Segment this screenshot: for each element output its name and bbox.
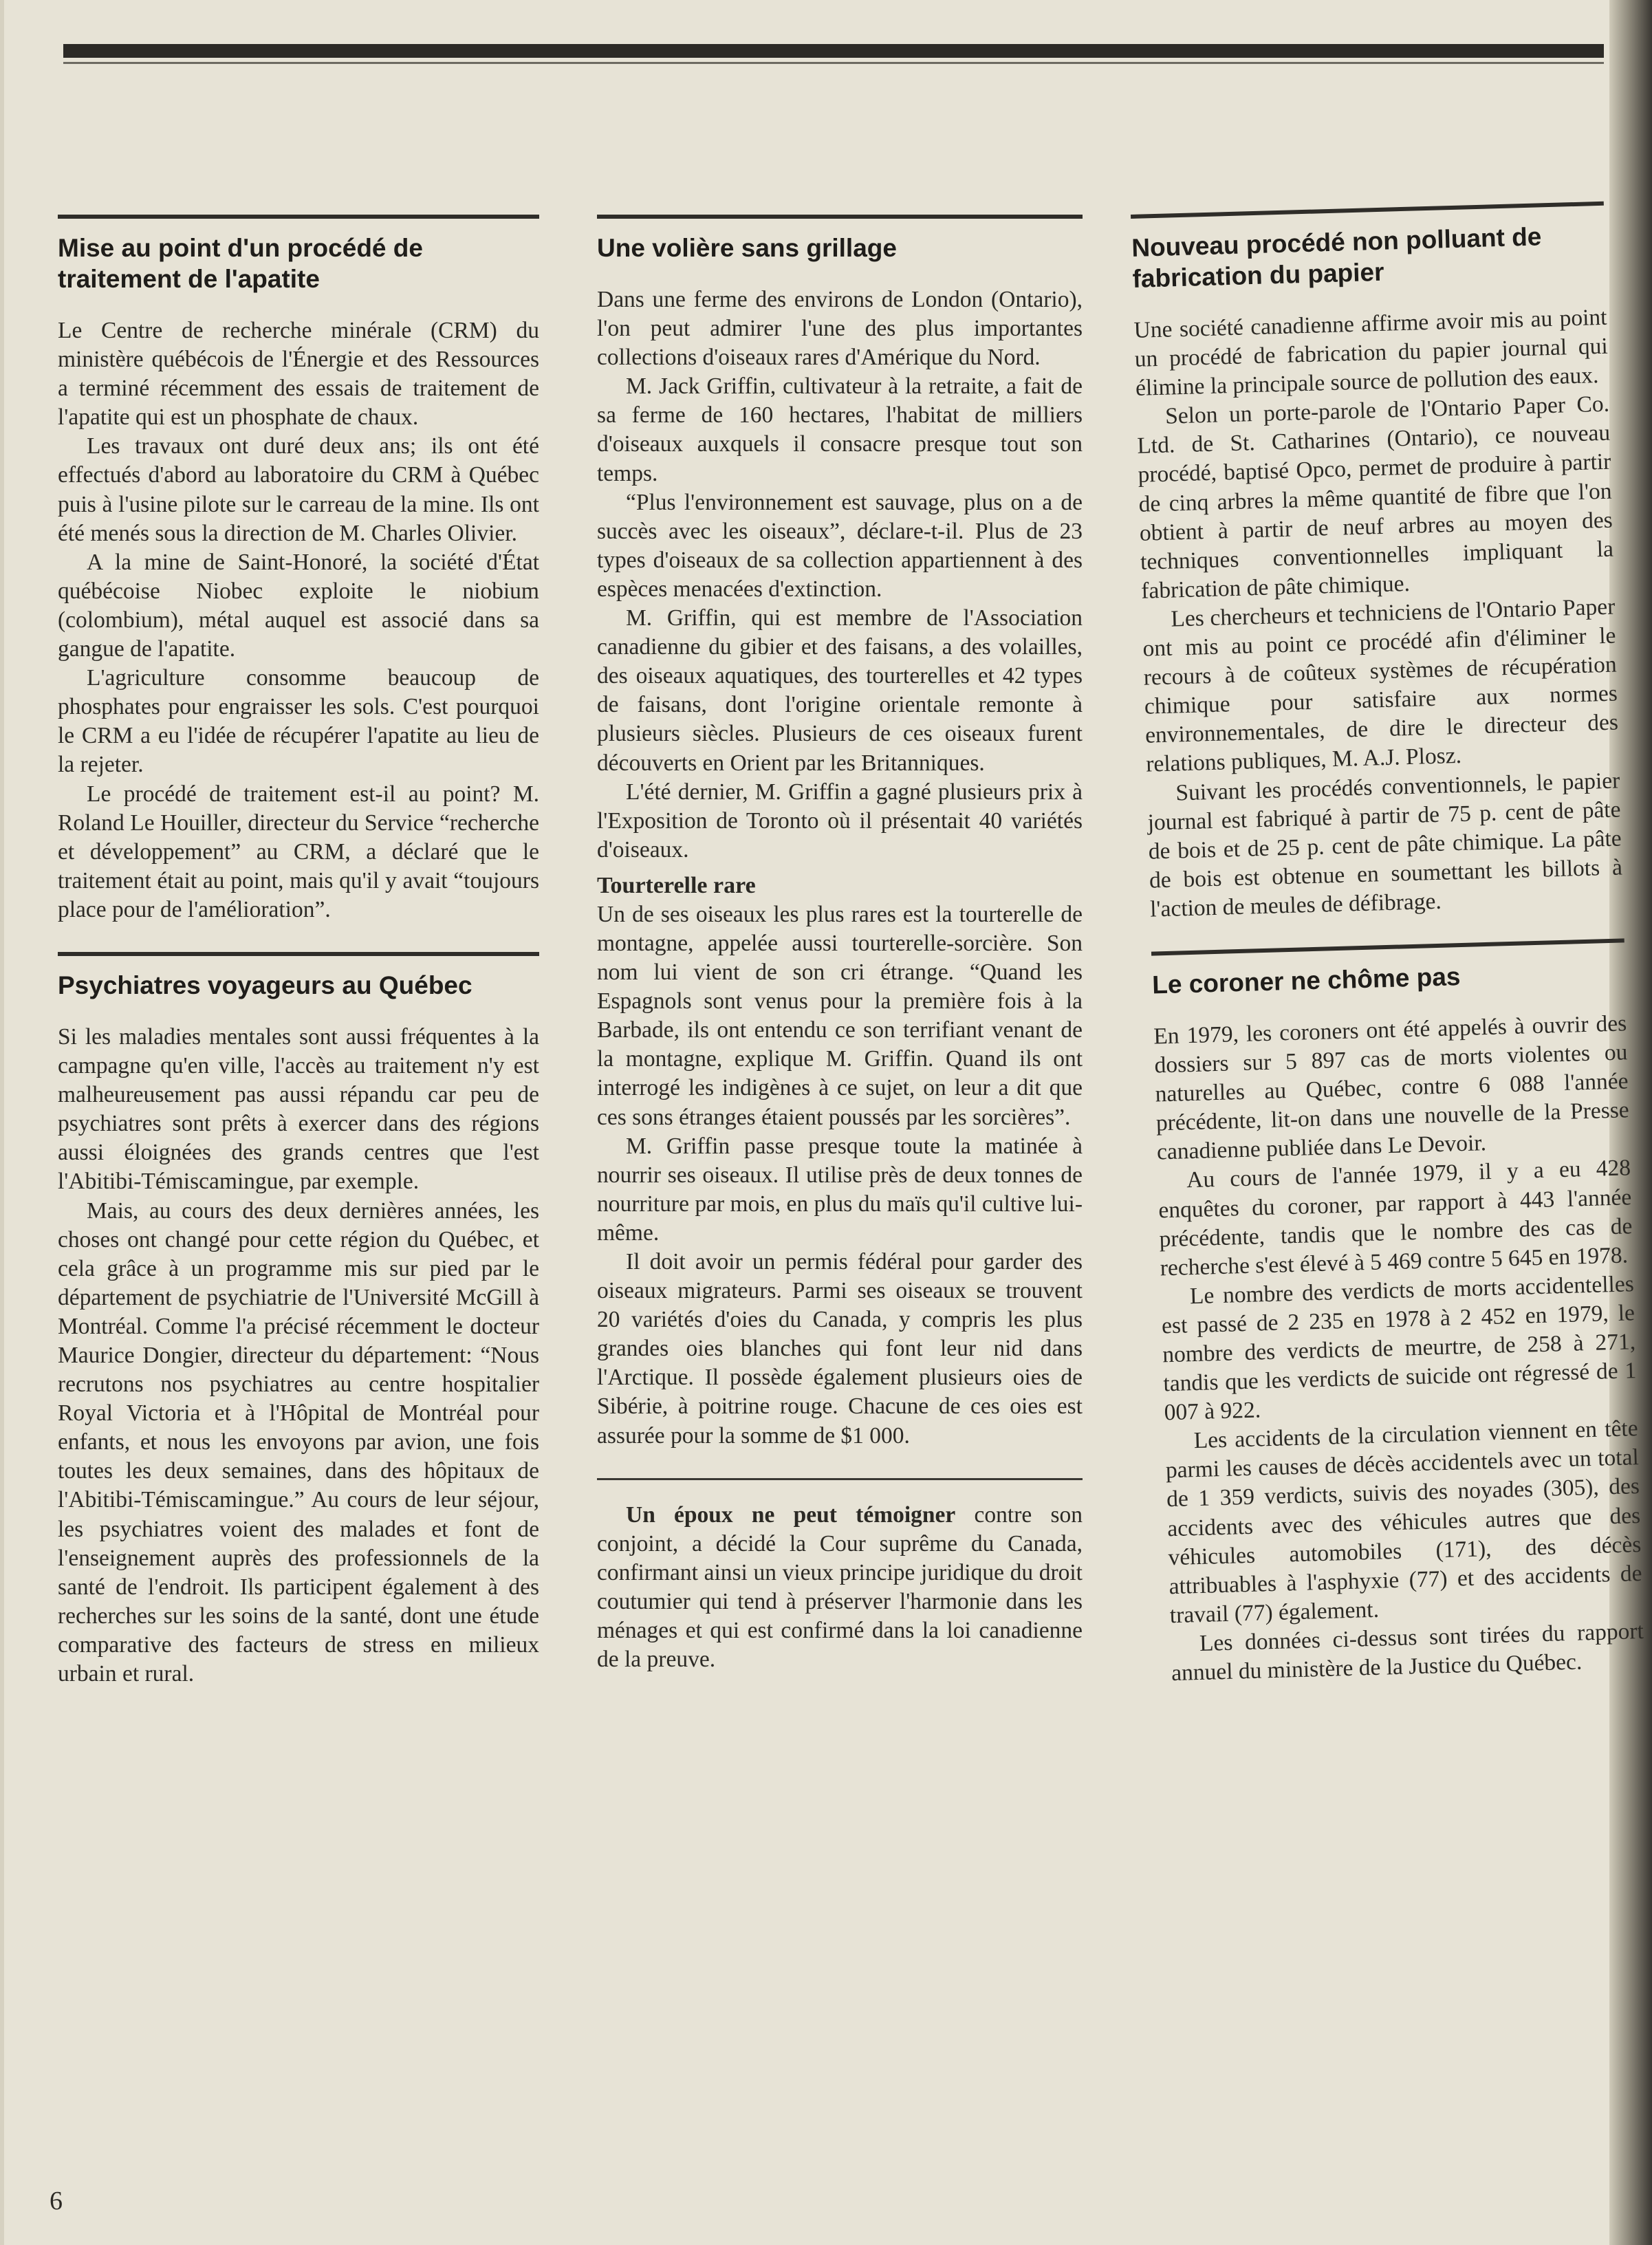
paragraph: Un de ses oiseaux les plus rares est la tourterelle de montagne, appelée aussi tourterelle-sorcière. Son nom lui vient de son cri étrange. “Quand les Espagnols sont venus pour la première fois à la Barbade, ils ont entendu ce son terrifiant venant de la montagne, explique M. Griffin. Quand ils ont interrogé les indigènes à ce sujet, on leur a dit que ces sons étranges étaient poussés par les sorcières”. [597, 901, 1083, 1130]
header-rule [63, 44, 1604, 58]
paragraph: L'agriculture consomme beaucoup de phosphates pour engraisser les sols. C'est pourquoi le CRM a eu l'idée de récupérer l'apatite au lieu de la rejeter. [58, 665, 539, 778]
column-1 [58, 215, 539, 1689]
article-heading: Psychiatres voyageurs au Québec [58, 970, 472, 999]
paragraph: Le nombre des verdicts de morts accidentelles est passé de 2 235 en 1978 à 2 452 en 1979, le nombre des verdicts de meurtre, de 258 à 271, tandis que les verdicts de suicide ont régressé de 1 007 à 922. [1161, 1270, 1637, 1426]
article-heading: Mise au point d'un procédé de traitement de l'apatite [58, 234, 423, 293]
section-rule [597, 215, 1083, 219]
paragraph: Si les maladies mentales sont aussi fréquentes à la campagne qu'en ville, l'accès au traitement n'y est malheureusement pas aussi répandu car peu de psychiatres sont prêts à exercer dans des régions aussi éloignées des grands centres que l'est l'Abitibi-Témiscamingue, par exemple. [58, 1023, 539, 1195]
left-page-margin [0, 0, 4, 2245]
paragraph [597, 1501, 1083, 1675]
paragraph: Il doit avoir un permis fédéral pour garder des oiseaux migrateurs. Parmi ses oiseaux se trouvent 20 variétés d'oies du Canada, y compris les plus grandes oies blanches qui font leur nid dans l'Arctique. Il possède également plusieurs oies de Sibérie, à poitrine rouge. Chacune de ces oies est assurée pour la somme de $1 000. [597, 1249, 1083, 1449]
paragraph: Au cours de l'année 1979, il y a eu 428 enquêtes du coroner, par rapport à 443 l'année précédente, tandis que le nombre des cas de recherche s'est élevé à 5 469 contre 5 645 en 1978. [1158, 1155, 1633, 1281]
article-heading: Une volière sans grillage [597, 234, 897, 262]
paragraph: Les travaux ont duré deux ans; ils ont été effectués d'abord au laboratoire du CRM à Québec puis à l'usine pilote sur le carreau de la mine. Ils ont été menés sous la direction de M. Charles Olivier. [58, 433, 539, 546]
section-rule [58, 215, 539, 219]
article-apatite [58, 215, 539, 924]
lead-text: Un époux ne peut témoigner [626, 1501, 956, 1528]
article-heading: Nouveau procédé non polluant de fabrication du papier [1131, 222, 1542, 293]
article-heading: Le coroner ne chôme pas [1151, 962, 1461, 999]
article-voliere [597, 215, 1083, 1451]
paragraph: Dans une ferme des environs de London (Ontario), l'on peut admirer l'une des plus importantes collections d'oiseaux rares d'Amérique du Nord. [597, 287, 1083, 371]
paragraph: Les accidents de la circulation viennent en tête parmi les causes de décès accidentels avec un total de 1 359 verdicts, suivis des noyades (305), des accidents avec des véhicules autres que des véhicules automobiles (171), des décès attribuables à l'asphyxie (77) et des accidents de travail (77) également. [1165, 1416, 1642, 1629]
paragraph: En 1979, les coroners ont été appelés à ouvrir des dossiers sur 5 897 cas de morts violentes ou naturelles au Québec, contre 6 088 l'année précédente, lit-on dans une nouvelle de la Presse canadienne publiée dans Le Devoir. [1153, 1010, 1630, 1165]
paragraph: Une société canadienne affirme avoir mis au point un procédé de fabrication du papier journal qui élimine la principale source de pollution des eaux. [1133, 304, 1609, 402]
column-3 [1131, 202, 1645, 1688]
article-psychiatres [58, 952, 539, 1689]
subheading: Tourterelle rare [597, 872, 756, 898]
article-coroner [1151, 938, 1645, 1688]
body-text: contre son conjoint, a décidé la Cour suprême du Canada, confirmant ainsi un vieux principe juridique du droit coutumier qui tend à préserver l'harmonie dans les ménages et qui est confirmé dans la loi canadienne de la preuve. [597, 1501, 1083, 1673]
section-rule [58, 952, 539, 956]
paragraph: Selon un porte-parole de l'Ontario Paper Co. Ltd. de St. Catharines (Ontario), ce nouveau procédé, baptisé Opco, permet de produire à partir de cinq arbres la même quantité de fibre que l'on obtient à partir de neuf arbres au moyen des techniques conventionnelles impliquant la fabrication de pâte chimique. [1136, 391, 1614, 604]
paragraph: A la mine de Saint-Honoré, la société d'État québécoise Niobec exploite le niobium (colombium), métal auquel est associé dans sa gangue de l'apatite. [58, 549, 539, 662]
section-rule [1131, 202, 1604, 219]
paragraph: Suivant les procédés conventionnels, le papier journal est fabriqué à partir de 75 p. cent de pâte de bois et de 25 p. cent de pâte chimique. La pâte de bois est obtenue en soumettant les billots à l'action de meules de défibrage. [1147, 767, 1623, 922]
article-papier [1131, 202, 1624, 924]
paragraph: Les chercheurs et techniciens de l'Ontario Paper ont mis au point ce procédé afin d'éliminer le recours à de coûteux systèmes de récupération chimique pour satisfaire aux normes environnementales, de dire le directeur des relations publiques, M. A.J. Plosz. [1142, 594, 1619, 778]
page-number: 6 [50, 2187, 63, 2215]
paragraph: M. Griffin, qui est membre de l'Association canadienne du gibier et des faisans, a des volailles, des oiseaux aquatiques, des tourterelles et 42 types de faisans, dont l'origine orientale remonte à plusieurs siècles. Plusieurs de ces oiseaux furent découverts en Orient par les Britanniques. [597, 605, 1083, 776]
paragraph: M. Griffin passe presque toute la matinée à nourrir ses oiseaux. Il utilise près de deux tonnes de nourriture par mois, en plus du maïs qu'il cultive lui-même. [597, 1133, 1083, 1246]
paragraph: Le procédé de traitement est-il au point? M. Roland Le Houiller, directeur du Service “recherche et développement” au CRM, a déclaré que le traitement était au point, mais qu'il y avait “toujours place pour de l'amélioration”. [58, 781, 539, 922]
paragraph: Le Centre de recherche minérale (CRM) du ministère québécois de l'Énergie et des Ressources a terminé récemment des essais de traitement de l'apatite qui est un phosphate de chaux. [58, 318, 539, 431]
header-rule-thin [63, 62, 1604, 64]
paragraph: L'été dernier, M. Griffin a gagné plusieurs prix à l'Exposition de Toronto où il présentait 40 variétés d'oiseaux. [597, 779, 1083, 863]
paragraph: Mais, au cours des deux dernières années, les choses ont changé pour cette région du Québec, et cela grâce à un programme mis sur pied par le département de psychiatrie de l'Université McGill à Montréal. Comme l'a précisé récemment le docteur Maurice Dongier, directeur du département: “Nous recrutons nos psychiatres au centre hospitalier Royal Victoria et à l'Hôpital de Montréal pour enfants, et nous les envoyons par avion, une fois toutes les deux semaines, dans des hôpitaux de l'Abitibi-Témiscamingue.” Au cours de leur séjour, les psychiatres voient des malades et font de l'enseignement auprès des professionnels de la santé de l'endroit. Ils participent également à des recherches sur les soins de la santé, dont une étude comparative des facteurs de stress en milieux urbain et rural. [58, 1197, 539, 1687]
article-epoux [597, 1501, 1083, 1675]
paragraph: M. Jack Griffin, cultivateur à la retraite, a fait de sa ferme de 160 hectares, l'habitat de milliers d'oiseaux auxquels il consacre presque tout son temps. [597, 373, 1083, 486]
paragraph: “Plus l'environnement est sauvage, plus on a de succès avec les oiseaux”, déclare-t-il. Plus de 23 types d'oiseaux de sa collection appartiennent à des espèces menacées d'extinction. [597, 489, 1083, 602]
paragraph: Les données ci-dessus sont tirées du rapport annuel du ministère de la Justice du Québec. [1171, 1618, 1644, 1687]
section-divider [597, 1478, 1083, 1480]
column-2 [597, 215, 1083, 1674]
